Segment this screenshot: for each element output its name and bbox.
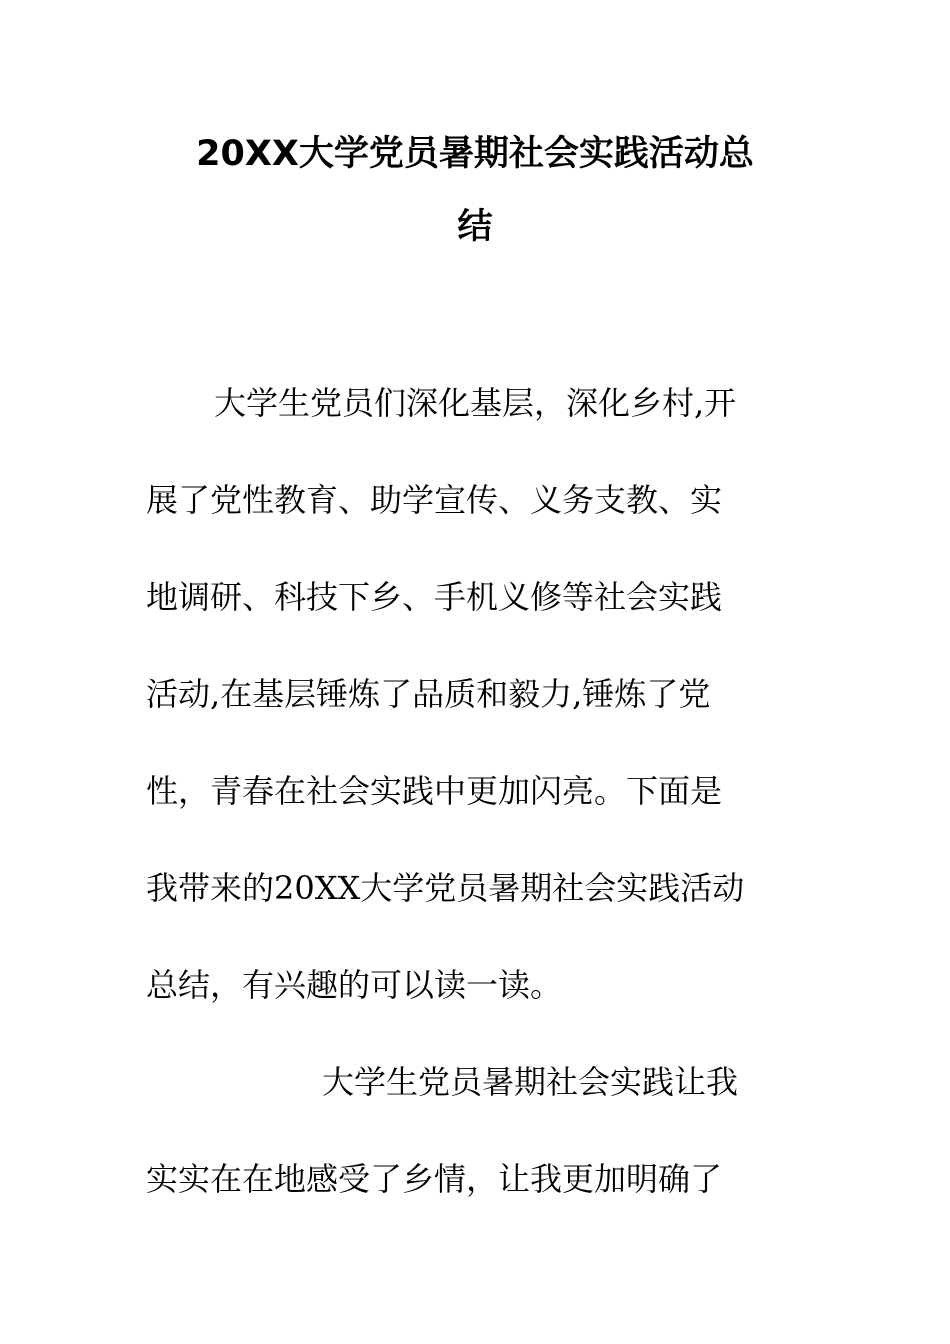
body-line-9: 实实在在地感受了乡情，让我更加明确了	[146, 1160, 723, 1198]
body-line-8: 大学生党员暑期社会实践让我	[322, 1063, 739, 1101]
body-line-3: 地调研、科技下乡、手机义修等社会实践	[146, 578, 723, 616]
body-line-5: 性，青春在社会实践中更加闪亮。下面是	[146, 772, 723, 810]
document-title-line-2: 结	[457, 207, 493, 247]
body-line-6: 我带来的20XX大学党员暑期社会实践活动	[146, 869, 745, 907]
body-line-4: 活动,在基层锤炼了品质和毅力,锤炼了党	[146, 675, 711, 713]
body-line-7: 总结，有兴趣的可以读一读。	[146, 966, 563, 1004]
document-title-line-1: 20XX大学党员暑期社会实践活动总	[196, 134, 754, 174]
body-line-1: 大学生党员们深化基层，深化乡村,开	[214, 384, 737, 422]
body-line-2: 展了党性教育、助学宣传、义务支教、实	[146, 481, 723, 519]
